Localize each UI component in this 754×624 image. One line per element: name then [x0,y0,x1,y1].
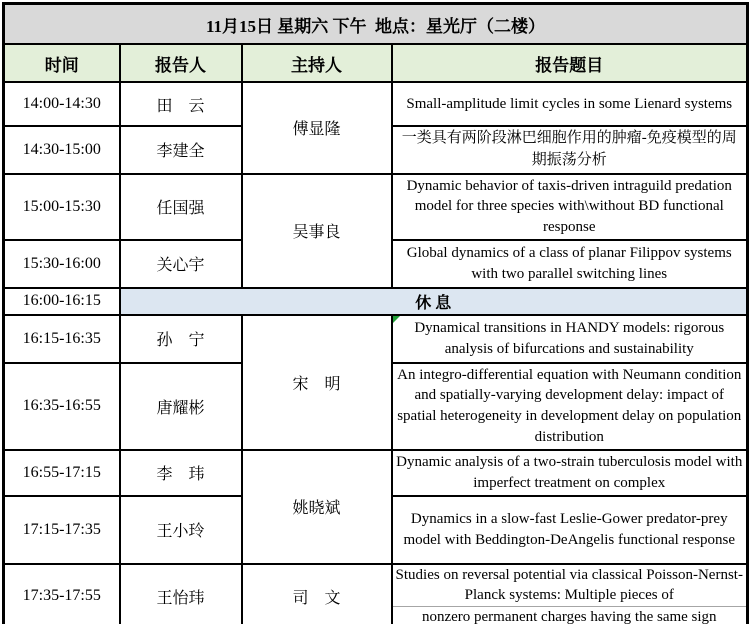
cell-comment-marker-icon [393,316,400,323]
table-row [4,315,748,363]
col-header-time: 时间 [4,44,120,82]
speaker-cell: 孙 宁 [120,315,242,363]
time-cell: 15:00-15:30 [4,174,120,240]
time-cell: 16:55-17:15 [4,450,120,496]
chair-cell: 姚晓斌 [242,450,392,564]
col-header-speaker: 报告人 [120,44,242,82]
time-cell: 15:30-16:00 [4,240,120,288]
talk-title-cell: Small-amplitude limit cycles in some Lienard systems [392,82,748,126]
talk-title-text-continued: nonzero permanent charges having the same sign [393,606,747,624]
speaker-cell: 田 云 [120,82,242,126]
chair-cell: 宋 明 [242,315,392,450]
chair-cell: 吴事良 [242,174,392,288]
table-row [4,450,748,496]
time-cell: 14:30-15:00 [4,126,120,174]
talk-title-cell [392,315,748,363]
table-header-row [4,44,748,82]
time-cell: 16:15-16:35 [4,315,120,363]
talk-title-cell: Global dynamics of a class of planar Filippov systems with two parallel switching lines [392,240,748,288]
speaker-cell: 唐耀彬 [120,363,242,450]
talk-title-cell [392,564,748,624]
time-cell: 17:35-17:55 [4,564,120,624]
time-cell: 16:35-16:55 [4,363,120,450]
talk-title-cell: 一类具有两阶段淋巴细胞作用的肿瘤-免疫模型的周期振荡分析 [392,126,748,174]
talk-title-cell: An integro-differential equation with Neumann condition and spatially-varying development delay: impact of spatial heterogeneity in development delay on population distribution [392,363,748,450]
speaker-cell: 关心宇 [120,240,242,288]
speaker-cell: 王小玲 [120,496,242,564]
chair-cell: 司 文 [242,564,392,624]
table-row [4,564,748,624]
table-row [4,4,748,45]
speaker-cell: 王怡玮 [120,564,242,624]
chair-cell: 傅显隆 [242,82,392,174]
talk-title-text: Studies on reversal potential via classical Poisson-Nernst-Planck systems: Multiple pieces of [395,566,743,604]
speaker-cell: 李建全 [120,126,242,174]
break-label: 休 息 [120,288,748,315]
break-row [4,288,748,315]
table-row [4,82,748,126]
talk-title-cell: Dynamics in a slow-fast Leslie-Gower predator-prey model with Beddington-DeAngelis functional response [392,496,748,564]
speaker-cell: 任国强 [120,174,242,240]
session-title: 11月15日 星期六 下午 地点：星光厅（二楼） [4,4,748,45]
talk-title-cell: Dynamic analysis of a two-strain tuberculosis model with imperfect treatment on complex [392,450,748,496]
time-cell: 14:00-14:30 [4,82,120,126]
talk-title-text: Dynamical transitions in HANDY models: rigorous analysis of bifurcations and sustainability [414,319,725,357]
col-header-talk: 报告题目 [392,44,748,82]
time-cell: 16:00-16:15 [4,288,120,315]
col-header-chair: 主持人 [242,44,392,82]
session-schedule-table [2,2,749,624]
table-row [4,174,748,240]
time-cell: 17:15-17:35 [4,496,120,564]
talk-title-cell: Dynamic behavior of taxis-driven intraguild predation model for three species with\without BD functional response [392,174,748,240]
speaker-cell: 李 玮 [120,450,242,496]
